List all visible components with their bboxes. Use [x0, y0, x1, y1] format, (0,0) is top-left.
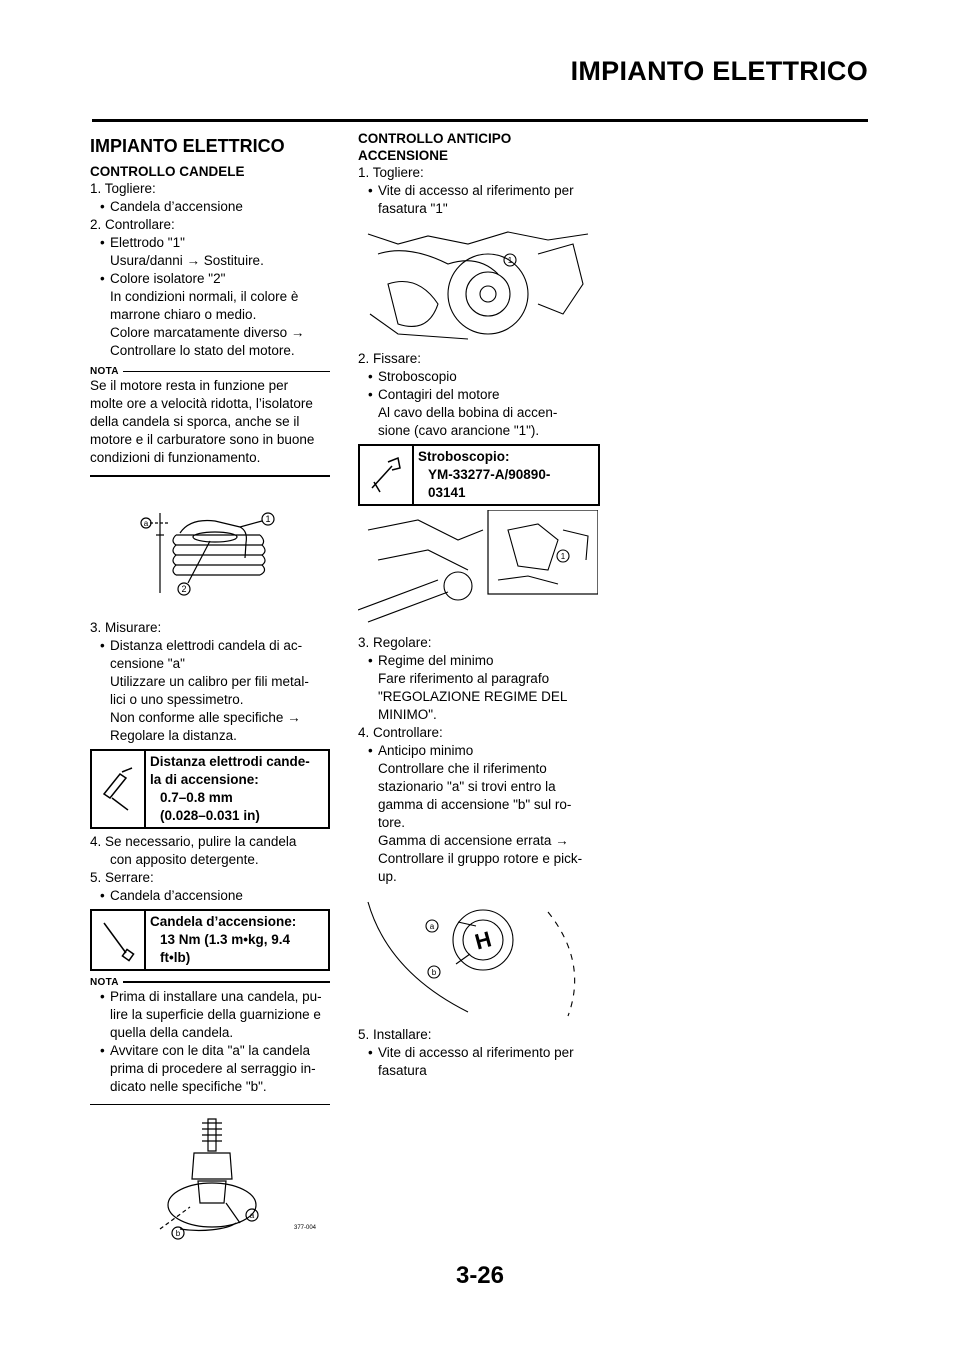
step-2-bullet-1: • Stroboscopio [358, 368, 600, 386]
step-5-bullet: • Candela d’accensione [90, 887, 330, 905]
note-bullet: • Avvitare con le dita "a" la candela [90, 1042, 330, 1060]
step-3: 3. Regolare: [358, 635, 432, 650]
note-1 [90, 366, 330, 477]
spec-box-gap [90, 749, 330, 829]
note-line: lire la superficie della guarnizione e [110, 1006, 321, 1022]
fig-code: 377-004 [294, 1225, 317, 1231]
step-4-line: Controllare che il riferimento [378, 761, 547, 776]
spec-value: ft•lb) [160, 949, 191, 965]
page-number: 3-26 [455, 1262, 505, 1289]
right-column [358, 130, 600, 1080]
step-1-bullet: • Vite di accesso al riferimento per [358, 182, 600, 200]
fig-label-1: 1 [560, 552, 566, 561]
subtitle-anticipo-line2: ACCENSIONE [358, 148, 449, 163]
step-3-line: MINIMO". [378, 707, 437, 722]
step-2-bullet-1: • Elettrodo "1" [90, 234, 330, 252]
fig-label-2: 2 [181, 583, 187, 594]
spark-plug-figure [90, 483, 330, 613]
step-2-line: sione (cavo arancione "1"). [378, 423, 540, 438]
step-3-line: "REGOLAZIONE REGIME DEL [378, 689, 568, 704]
step-4-line: tore. [378, 815, 406, 830]
spec-value: 13 Nm (1.3 m•kg, 9.4 [160, 931, 291, 947]
step-3-bullet: • Distanza elettrodi candela di ac- [90, 637, 330, 655]
note-line: molte ore a velocità ridotta, l’isolatore [90, 396, 313, 411]
feeler-gauge-icon [98, 764, 138, 814]
spec-line: Distanza elettrodi cande- [150, 753, 310, 769]
subtitle-candele: CONTROLLO CANDELE [90, 164, 245, 179]
spec-line: Stroboscopio: [418, 449, 510, 464]
step-1: 1. Togliere: [358, 165, 424, 180]
step-2-bullet-2-line: marrone chiaro o medio. [110, 307, 257, 322]
note-line: Se il motore resta in funzione per [90, 378, 289, 393]
spec-value: 03141 [428, 485, 466, 500]
step-4-line: stazionario "a" si trovi entro la [378, 779, 556, 794]
step-1-line: fasatura "1" [378, 201, 448, 216]
fig-label-b: b [431, 968, 437, 977]
spec-box-torque [90, 909, 330, 971]
step-3-line: Non conforme alle specifiche → [110, 709, 301, 725]
note-line: dicato nelle specifiche "b". [110, 1078, 267, 1094]
torque-wrench-icon [98, 915, 138, 965]
step-3-line: censione "a" [110, 655, 185, 671]
step-3-bullet: • Regime del minimo [358, 652, 600, 670]
step-2-bullet-2-line: In condizioni normali, il colore è [110, 289, 299, 304]
step-2-bullet-2: • Colore isolatore "2" [90, 270, 330, 288]
fig-label-h: H [472, 926, 495, 955]
note-line: prima di procedere al serraggio in- [110, 1060, 316, 1076]
subtitle-anticipo: CONTROLLO ANTICIPO [358, 131, 512, 146]
step-2: 2. Fissare: [358, 351, 422, 366]
stroboscope-connection-figure [358, 510, 598, 628]
step-2-bullet-2-line: Controllare lo stato del motore. [110, 343, 295, 358]
note-bullet: • Prima di installare una candela, pu- [90, 988, 330, 1006]
step-4-line: con apposito detergente. [110, 851, 259, 867]
step-4: 4. Controllare: [358, 725, 443, 740]
note-label: NOTA [90, 366, 119, 377]
step-4-line: Controllare il gruppo rotore e pick- [378, 851, 583, 866]
step-2-bullet-2: • Contagiri del motore [358, 386, 600, 404]
step-2-bullet-2-line: Colore marcatamente diverso → [110, 325, 305, 340]
header-rule [92, 119, 868, 122]
spark-plug-install-figure [90, 1111, 330, 1246]
step-3: 3. Misurare: [90, 619, 162, 635]
note-line: condizioni di funzionamento. [90, 450, 261, 465]
timing-mark-figure [358, 892, 598, 1020]
step-4: 4. Se necessario, pulire la candela [90, 833, 297, 849]
step-2-bullet-1-line: Usura/danni → Sostituire. [110, 253, 264, 268]
tool-icon [366, 452, 406, 498]
spec-box-strobe [358, 444, 600, 506]
note-line: motore e il carburatore sono in buone [90, 432, 315, 447]
spec-value: YM-33277-A/90890- [428, 467, 551, 482]
page-header-title: IMPIANTO ELETTRICO [570, 56, 868, 86]
step-2: 2. Controllare: [90, 217, 175, 232]
note-line: quella della candela. [110, 1024, 234, 1040]
step-2-line: Al cavo della bobina di accen- [378, 405, 558, 420]
step-3-line: lici o uno spessimetro. [110, 691, 244, 707]
section-title: IMPIANTO ELETTRICO [90, 136, 285, 156]
note-2 [90, 977, 330, 1106]
step-5-bullet: • Vite di accesso al riferimento per [358, 1044, 600, 1062]
spec-line: la di accensione: [150, 771, 259, 787]
fig-label-a: a [249, 1211, 255, 1220]
step-4-bullet: • Anticipo minimo [358, 742, 600, 760]
step-3-line: Fare riferimento al paragrafo [378, 671, 550, 686]
step-1: 1. Togliere: [90, 181, 156, 196]
step-4-line: gamma di accensione "b" sul ro- [378, 797, 572, 812]
step-5: 5. Serrare: [90, 869, 154, 885]
fig-label-a: a [143, 518, 149, 528]
fig-label-a: a [429, 922, 435, 931]
step-4-line: up. [378, 869, 397, 884]
spec-value: 0.7–0.8 mm [160, 789, 233, 805]
fig-label-1: 1 [507, 256, 513, 265]
left-column [90, 130, 330, 1252]
fig-label-1: 1 [265, 513, 271, 524]
timing-plug-figure [358, 224, 598, 344]
step-3-line: Utilizzare un calibro per fili metal- [110, 673, 309, 689]
spec-line: Candela d’accensione: [150, 913, 297, 929]
step-5-line: fasatura [378, 1063, 427, 1078]
fig-label-b: b [175, 1229, 181, 1238]
step-4-line: Gamma di accensione errata → [378, 833, 569, 848]
spec-value: (0.028–0.031 in) [160, 807, 260, 823]
step-1-bullet: • Candela d’accensione [90, 198, 330, 216]
note-label: NOTA [90, 976, 119, 988]
step-5: 5. Installare: [358, 1027, 432, 1042]
step-3-line: Regolare la distanza. [110, 727, 237, 743]
note-line: della candela si sporca, anche se il [90, 414, 300, 429]
